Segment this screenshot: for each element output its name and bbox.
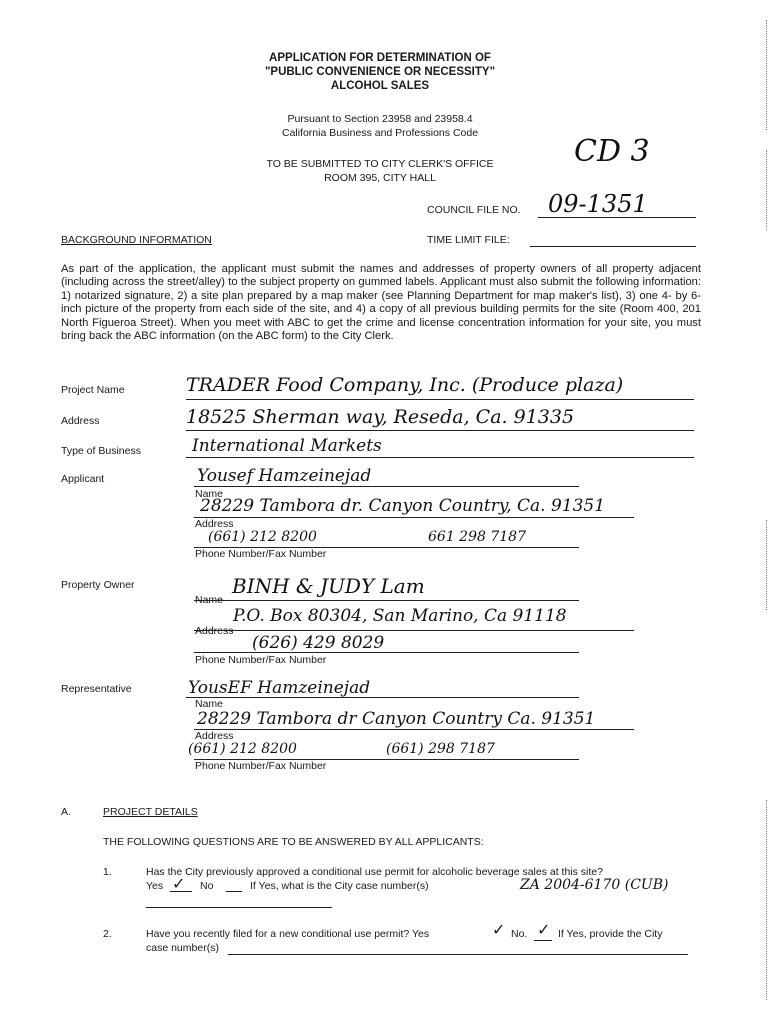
owner-address-value: P.O. Box 80304, San Marino, Ca 91118	[233, 606, 567, 626]
question-1-no-label: No	[200, 880, 214, 892]
question-1-yes-line	[170, 891, 192, 892]
applicant-phone-value: (661) 212 8200	[208, 529, 317, 545]
owner-name-value: BINH & JUDY Lam	[232, 574, 425, 598]
question-1-yes-check[interactable]: ✓	[172, 874, 186, 893]
background-paragraph: As part of the application, the applicant must submit the names and addresses of property owners of all property adjacent (including across the street/alley) to the subject property on gummed labels. Applicant must also submit the following information: 1) notarized signature, 2) a site plan prepared by a map maker (see Planning Department for map maker's list), 3) one 4- by 6-inch picture of the property from each side of the site, and 4) a copy of all previous building permits for the site (Room 400, 201 North Figueroa Street). When you meet with ABC to get the crime and license concentration information for your site, you must bring back the ABC information (on the ABC form) to the City Clerk.	[61, 263, 701, 343]
pursuant-line-2: California Business and Professions Code	[281, 127, 479, 139]
time-limit-line	[530, 246, 696, 247]
owner-phone-line	[194, 652, 579, 653]
applicant-name-caption: Name	[195, 488, 224, 500]
submit-line-2: ROOM 395, CITY HALL	[324, 172, 436, 184]
council-file-line	[538, 217, 696, 218]
rep-phone-caption: Phone Number/Fax Number	[195, 760, 327, 772]
project-name-line	[186, 399, 694, 400]
question-2-yes-check[interactable]: ✓	[492, 920, 506, 939]
form-title-line-1: APPLICATION FOR DETERMINATION OF	[269, 52, 491, 64]
question-2-tail: If Yes, provide the City	[558, 928, 663, 940]
owner-phone-caption: Phone Number/Fax Number	[195, 654, 327, 666]
question-2-case-label: case number(s)	[146, 942, 219, 954]
property-owner-label: Property Owner	[61, 579, 135, 591]
project-details-heading: PROJECT DETAILS	[103, 806, 198, 818]
applicant-address-value: 28229 Tambora dr. Canyon Country, Ca. 91351	[200, 496, 606, 516]
rep-name-value: YousEF Hamzeinejad	[188, 678, 371, 698]
applicant-label: Applicant	[61, 473, 105, 485]
question-2-number: 2.	[103, 928, 112, 940]
business-type-line	[186, 457, 694, 458]
applicant-address-caption: Address	[195, 518, 234, 530]
rep-address-caption: Address	[195, 730, 234, 742]
question-1-tail: If Yes, what is the City case number(s)	[250, 880, 429, 892]
question-1-number: 1.	[103, 866, 112, 878]
business-type-value: International Markets	[192, 436, 382, 456]
applicant-name-value: Yousef Hamzeinejad	[197, 466, 372, 486]
scan-edge-mark	[764, 520, 767, 610]
question-2-no-check[interactable]: ✓	[537, 920, 551, 939]
question-2-no-label: No.	[511, 928, 528, 940]
applicant-phone-caption: Phone Number/Fax Number	[195, 548, 327, 560]
scan-edge-mark	[764, 800, 767, 1000]
submit-line-1: TO BE SUBMITTED TO CITY CLERK'S OFFICE	[266, 158, 494, 170]
rep-address-line	[194, 729, 634, 730]
representative-label: Representative	[61, 683, 132, 695]
form-title-line-3: ALCOHOL SALES	[330, 80, 430, 92]
question-2-text: Have you recently filed for a new conditional use permit? Yes	[146, 928, 430, 940]
owner-name-line	[194, 600, 579, 601]
address-line	[186, 430, 694, 431]
scan-edge-mark	[764, 150, 767, 230]
council-file-number: 09-1351	[548, 190, 648, 218]
address-value: 18525 Sherman way, Reseda, Ca. 91335	[186, 406, 575, 428]
applicant-address-line	[194, 517, 634, 518]
project-name-value: TRADER Food Company, Inc. (Produce plaza)	[186, 374, 624, 396]
address-label: Address	[61, 415, 100, 427]
owner-address-caption: Address	[195, 625, 234, 637]
owner-phone-value: (626) 429 8029	[252, 633, 385, 653]
rep-address-value: 28229 Tambora dr Canyon Country Ca. 91351	[197, 709, 596, 729]
question-1-text: Has the City previously approved a conditional use permit for alcoholic beverage sales at this site?	[146, 866, 603, 878]
instruction-text: THE FOLLOWING QUESTIONS ARE TO BE ANSWERED BY ALL APPLICANTS:	[103, 836, 484, 848]
question-2-case-line	[228, 954, 688, 955]
background-heading: BACKGROUND INFORMATION	[61, 234, 212, 246]
council-district-stamp: CD 3	[574, 134, 650, 169]
owner-address-line	[194, 630, 634, 631]
question-1-case-number: ZA 2004-6170 (CUB)	[520, 877, 669, 893]
pursuant-line-1: Pursuant to Section 23958 and 23958.4	[287, 113, 473, 125]
council-file-label: COUNCIL FILE NO.	[427, 204, 521, 216]
business-type-label: Type of Business	[61, 445, 141, 457]
rep-name-caption: Name	[195, 698, 224, 710]
question-1-continuation-line	[146, 907, 332, 908]
question-1-yes-label: Yes	[146, 880, 164, 892]
rep-fax-value: (661) 298 7187	[386, 741, 495, 757]
question-2-no-line	[534, 940, 552, 941]
applicant-name-line	[194, 486, 579, 487]
rep-name-line	[186, 697, 579, 698]
form-title-line-2: "PUBLIC CONVENIENCE OR NECESSITY"	[264, 66, 496, 78]
applicant-fax-value: 661 298 7187	[428, 529, 526, 545]
time-limit-label: TIME LIMIT FILE:	[427, 234, 510, 246]
section-letter: A.	[61, 806, 71, 818]
rep-phone-value: (661) 212 8200	[188, 741, 297, 757]
question-1-no-line	[226, 891, 242, 892]
scan-edge-mark	[764, 20, 767, 130]
owner-name-caption: Name	[195, 594, 224, 606]
project-name-label: Project Name	[61, 384, 125, 396]
